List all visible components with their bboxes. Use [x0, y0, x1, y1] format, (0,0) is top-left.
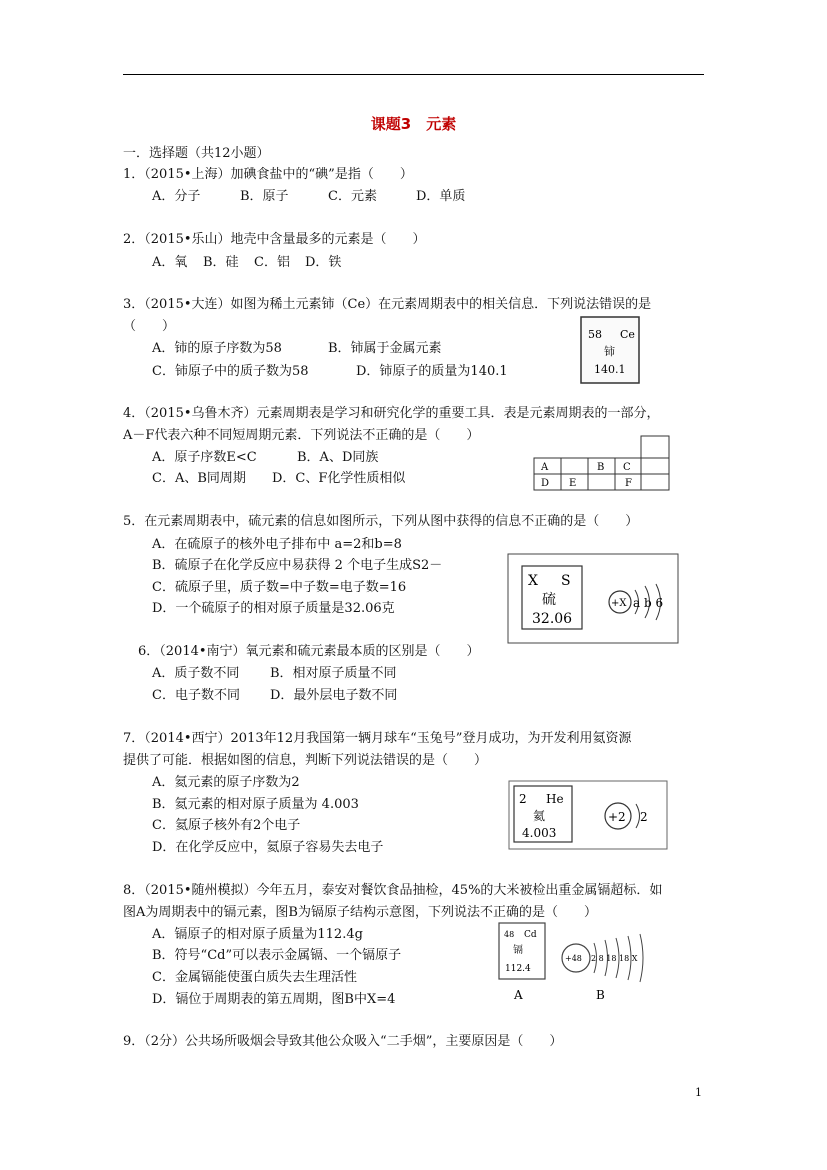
q7-option-c: C．氦原子核外有2个电子: [152, 818, 301, 833]
ce-name: 铈: [604, 345, 615, 358]
q3-option-b: B．铈属于金属元素: [328, 341, 442, 356]
q7-option-a: A．氦元素的原子序数为2: [152, 775, 300, 790]
q8-option-b: B．符号“Cd”可以表示金属镉、一个镉原子: [152, 948, 402, 963]
q4-option-a: A．原子序数E<C: [152, 450, 257, 465]
question-3-stem-cont: （ ）: [123, 319, 176, 334]
s-nucleus-charge: +X: [611, 598, 627, 609]
question-7-stem: 7．（2014•西宁）2013年12月我国第一辆月球车“玉兔号”登月成功，为开发利用氦资源: [123, 731, 632, 746]
question-4-stem-cont: A－F代表六种不同短周期元素．下列说法不正确的是（ ）: [123, 428, 480, 443]
ce-symbol: Ce: [620, 328, 635, 341]
q6-option-d: D．最外层电子数不同: [270, 688, 398, 703]
periodic-table-fragment: [533, 434, 673, 494]
question-7-stem-cont: 提供了可能．根据如图的信息，判断下列说法错误的是（ ）: [123, 753, 488, 768]
page-number: 1: [695, 1086, 702, 1099]
he-nucleus-charge: +2: [608, 810, 626, 824]
q1-option-a: A．分子: [152, 189, 201, 204]
he-symbol: He: [546, 792, 564, 806]
q5-option-c: C．硫原子里，质子数=中子数=电子数=16: [152, 580, 407, 595]
he-shell-electrons: 2: [640, 810, 648, 824]
header-rule: [123, 74, 704, 75]
cell-c: C: [623, 462, 631, 473]
ce-atomic-number: 58: [588, 328, 602, 341]
helium-figure: [508, 780, 668, 850]
q1-option-c: C．元素: [328, 189, 377, 204]
he-name: 氦: [533, 809, 546, 823]
cd-atomic-mass: 112.4: [505, 964, 531, 974]
q5-option-a: A．在硫原子的核外电子排布中 a=2和b=8: [152, 537, 402, 552]
q8-option-d: D．镉位于周期表的第五周期，图B中X=4: [152, 992, 396, 1007]
he-atomic-mass: 4.003: [522, 826, 557, 840]
s-symbol: S: [561, 573, 571, 589]
q6-option-a: A．质子数不同: [152, 666, 240, 681]
cd-name: 镉: [513, 945, 523, 956]
q7-option-d: D．在化学反应中，氦原子容易失去电子: [152, 840, 384, 855]
question-4-stem: 4．（2015•乌鲁木齐）元素周期表是学习和研究化学的重要工具．表是元素周期表的一部分，: [123, 406, 660, 421]
question-1-stem: 1．（2015•上海）加碘食盐中的“碘”是指（ ）: [123, 167, 413, 182]
q7-option-b: B．氦元素的相对原子质量为 4.003: [152, 797, 359, 812]
page-title: 课题3 元素: [370, 115, 457, 133]
q8-option-a: A．镉原子的相对原子质量为112.4g: [152, 927, 363, 942]
q2-option-c: C．铝: [254, 255, 290, 270]
q2-option-a: A．氧: [152, 255, 188, 270]
q3-option-c: C．铈原子中的质子数为58: [152, 364, 309, 379]
s-name: 硫: [542, 592, 556, 608]
s-shell-electrons: a b 6: [633, 596, 664, 610]
q6-option-b: B．相对原子质量不同: [270, 666, 397, 681]
question-2-stem: 2．（2015•乐山）地壳中含量最多的元素是（ ）: [123, 232, 426, 247]
he-atomic-number: 2: [519, 792, 527, 806]
s-atomic-mass: 32.06: [532, 611, 573, 627]
question-6-stem: 6．（2014•南宁）氧元素和硫元素最本质的区别是（ ）: [138, 644, 480, 659]
cell-e: E: [569, 478, 577, 489]
question-3-stem: 3．（2015•大连）如图为稀土元素铈（Ce）在元素周期表中的相关信息．下列说法错误的是: [123, 297, 652, 312]
figure-b-label: B: [596, 988, 605, 1001]
ce-atomic-mass: 140.1: [594, 363, 626, 376]
q5-option-b: B．硫原子在化学反应中易获得 2 个电子生成S2－: [152, 558, 443, 573]
question-8-stem: 8．（2015•随州模拟）今年五月，泰安对餐饮食品抽检，45%的大米被检出重金属镉超标．如: [123, 883, 663, 898]
cerium-element-card: [580, 316, 640, 384]
cd-symbol: Cd: [524, 930, 537, 940]
q1-option-d: D．单质: [416, 189, 466, 204]
q4-option-c: C．A、B同周期: [152, 471, 246, 486]
q4-option-d: D．C、F化学性质相似: [272, 471, 406, 486]
cell-d: D: [541, 478, 550, 489]
q2-option-d: D．铁: [305, 255, 342, 270]
cd-nucleus-charge: +48: [565, 954, 582, 963]
cd-shell-electrons: 2 8 18 18 X: [591, 954, 638, 963]
figure-a-label: A: [514, 988, 523, 1001]
q3-option-a: A．铈的原子序数为58: [152, 341, 282, 356]
question-9-stem: 9．（2分）公共场所吸烟会导致其他公众吸入“二手烟”，主要原因是（ ）: [123, 1034, 563, 1049]
q8-option-c: C．金属镉能使蛋白质失去生理活性: [152, 970, 357, 985]
q6-option-c: C．电子数不同: [152, 688, 240, 703]
q2-option-b: B．硅: [203, 255, 239, 270]
cd-atomic-number: 48: [504, 930, 515, 939]
section-heading: 一．选择题（共12小题）: [123, 146, 270, 161]
cd-shell-5: [640, 934, 643, 982]
q5-option-d: D．一个硫原子的相对原子质量是32.06克: [152, 601, 395, 616]
q4-option-b: B．A、D同族: [297, 450, 379, 465]
question-8-stem-cont: 图A为周期表中的镉元素，图B为镉原子结构示意图，下列说法不正确的是（ ）: [123, 905, 597, 920]
sulfur-figure: [507, 553, 679, 644]
q1-option-b: B．原子: [240, 189, 289, 204]
q3-option-d: D．铈原子的质量为140.1: [356, 364, 508, 379]
cell-a: A: [541, 462, 549, 473]
cell-b: B: [597, 462, 605, 473]
s-atomic-number: X: [528, 573, 538, 589]
cell-f: F: [625, 478, 632, 489]
cadmium-figure: [494, 921, 660, 1001]
question-5-stem: 5．在元素周期表中，硫元素的信息如图所示，下列从图中获得的信息不正确的是（ ）: [123, 514, 639, 529]
